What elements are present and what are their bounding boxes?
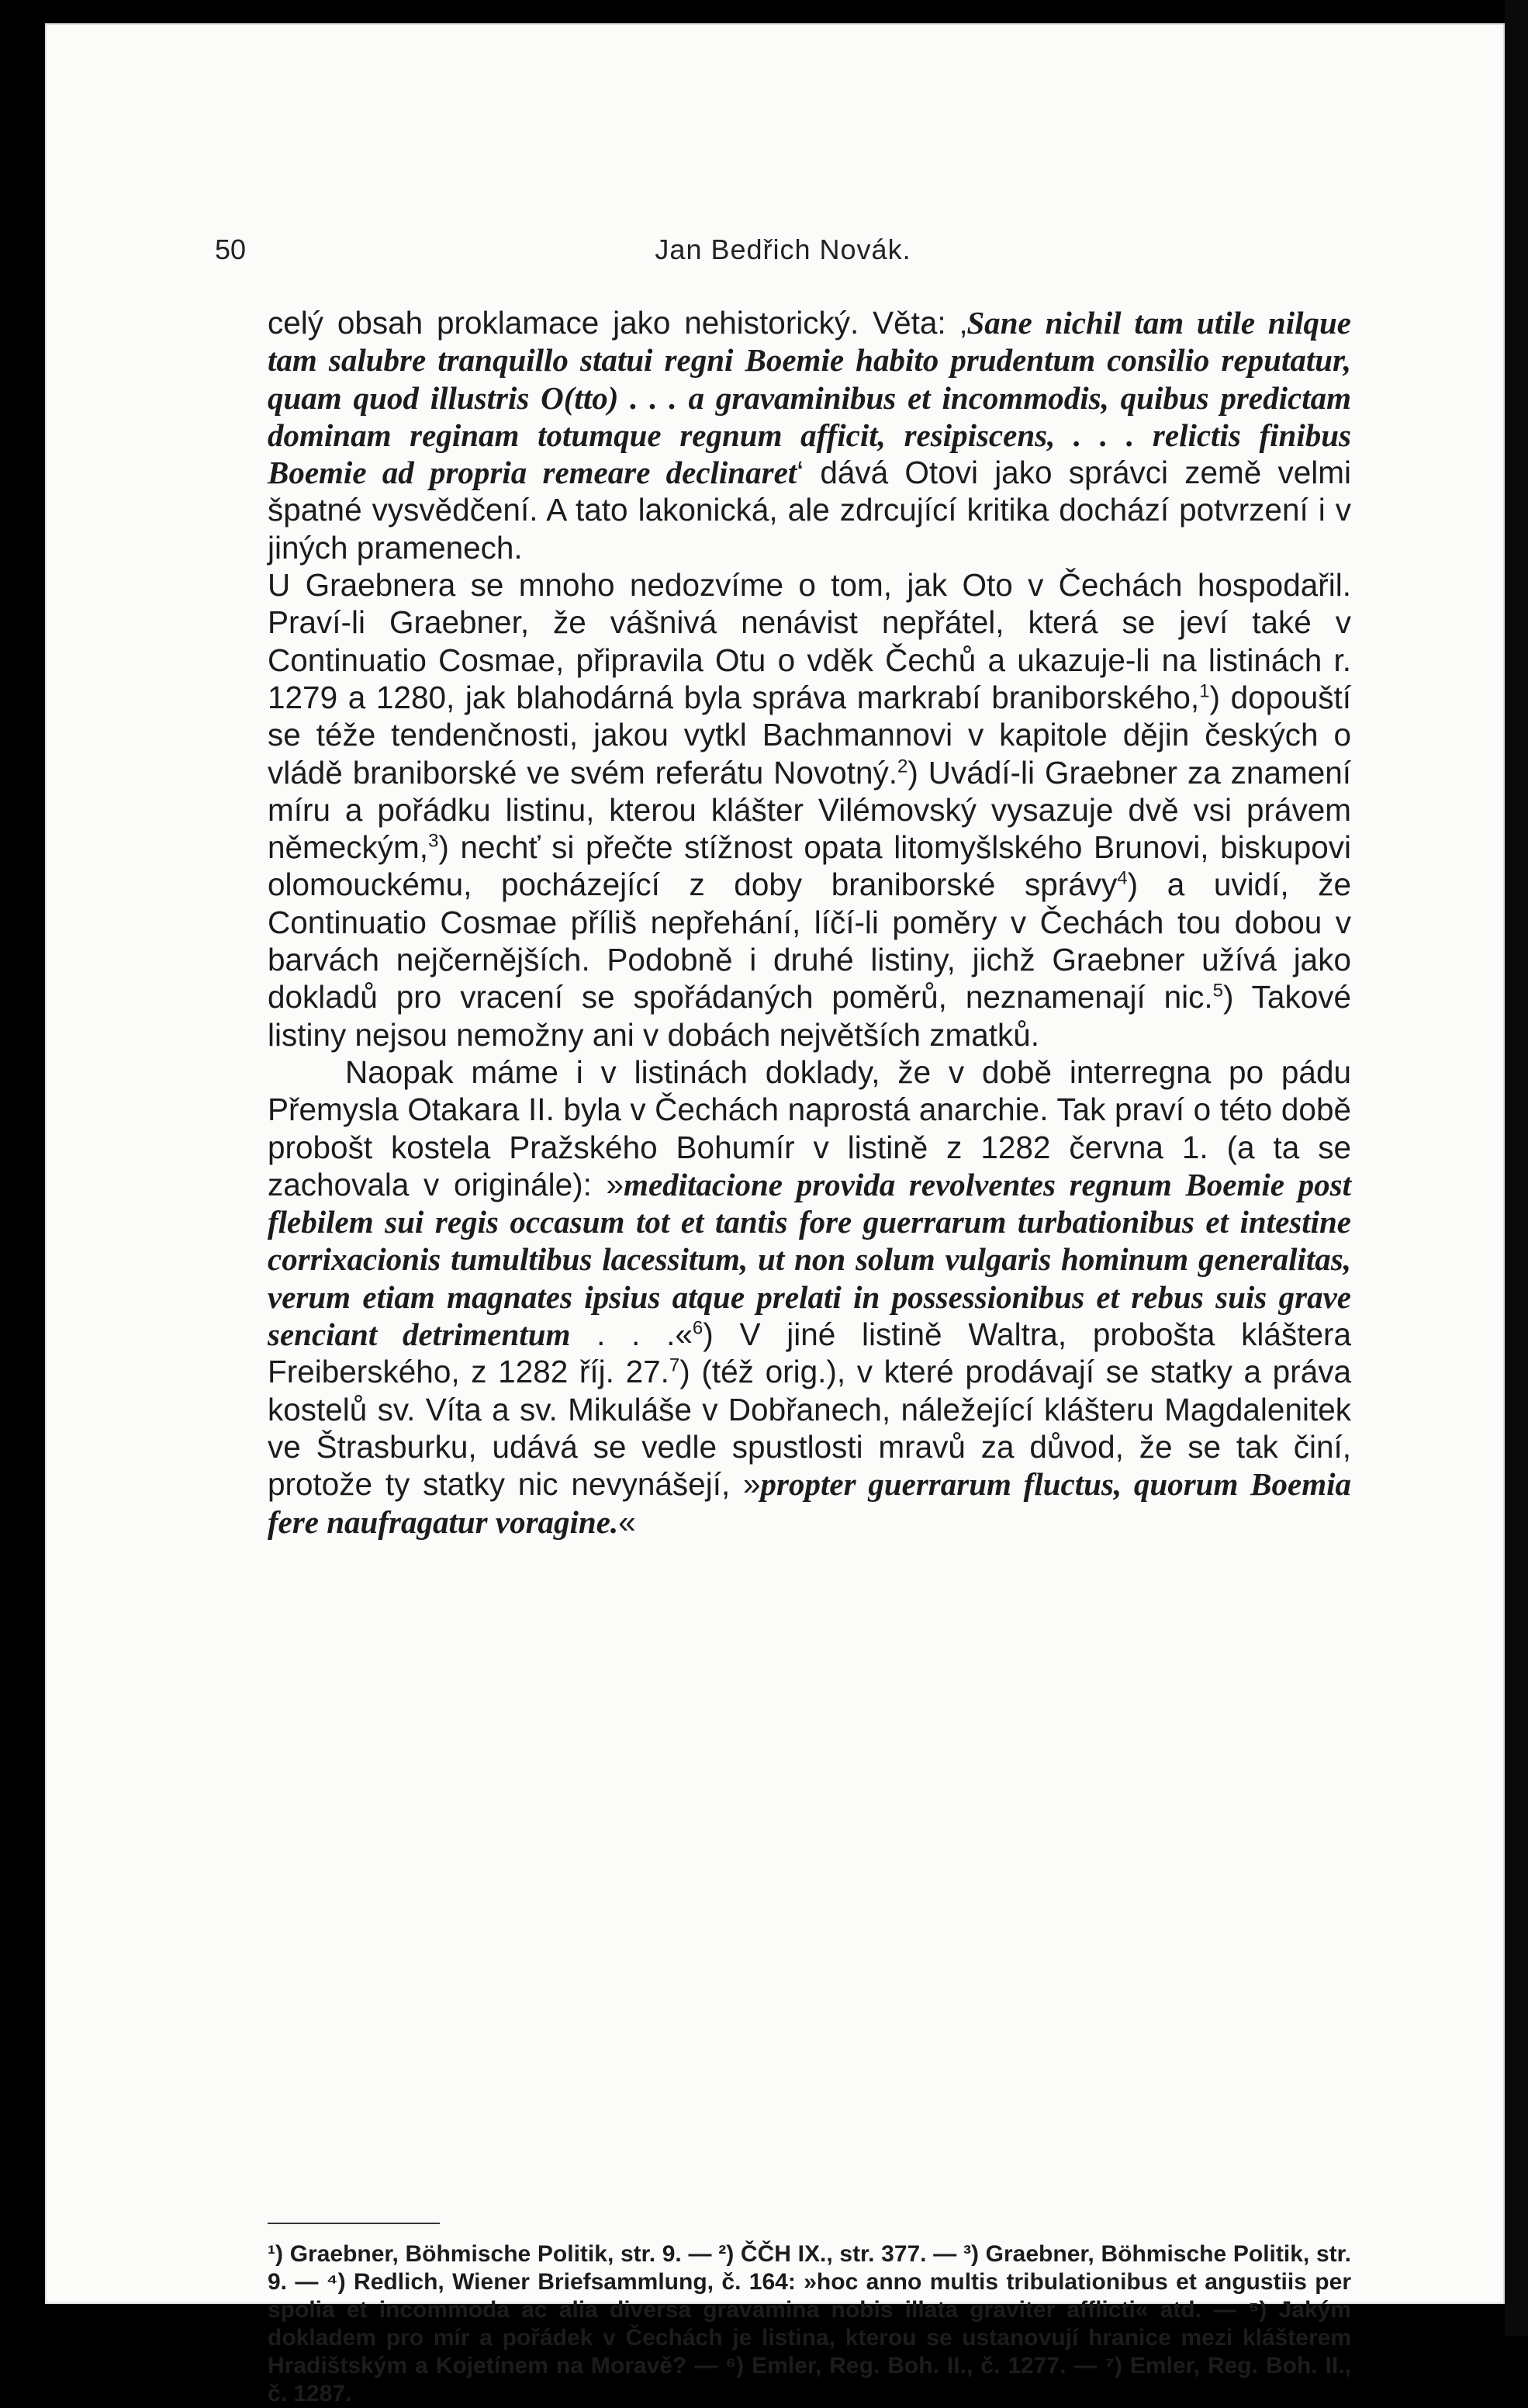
text-run: celý obsah proklamace jako nehistorický. Věta: ‚ — [268, 305, 967, 341]
running-title: Jan Bedřich Novák. — [655, 234, 911, 265]
paragraph — [268, 304, 1351, 566]
footnotes — [268, 2240, 1351, 2408]
paragraph — [268, 566, 1351, 1054]
text-run: ) a uvidí, že Continuatio Cosmae příliš nepřehání, líčí-li poměry v Čechách tou dobou v barvách nejčernějších. Podobně i druhé listiny, jichž Graebner užívá jako dokladů pro vracení se spořádaných poměrů, neznamenají nic. — [268, 867, 1352, 1015]
text-run: ) V jiné listině Waltra, probošta kláštera Freiberského, z 1282 říj. 27. — [268, 1316, 1351, 1390]
page-number: 50 — [215, 234, 247, 265]
text-run: Naopak máme i v listinách doklady, že v době interregna po pádu Přemysla Otakara II. byla v Čechách naprostá anarchie. Tak praví o této době probošt kostela Pražského Bohumír v listině z 1282 června 1. (a ta se zachovala v originále): » — [268, 1054, 1351, 1202]
paragraph — [268, 1054, 1351, 1541]
footnote-ref: 5 — [1212, 980, 1224, 1002]
footnote-ref: 7 — [669, 1354, 680, 1376]
body-text — [268, 304, 1351, 1541]
text-run: « — [618, 1503, 636, 1540]
text-run: ‘ dává Otovi jako správci země velmi špatné vysvědčení. A tato lakonická, ale zdrcující kritika dochází potvrzení i v jiných pramenech. — [268, 455, 1351, 566]
running-header — [215, 229, 1351, 272]
latin-quote: propter guerrarum fluctus, quorum Boemia fere naufragatur voragine. — [268, 1466, 1351, 1540]
text-run: ) dopouští se téže tendenčnosti, jakou vytkl Bachmannovi v kapitole dějin českých o vládě braniborské ve svém referátu Novotný. — [268, 679, 1351, 791]
footnote-separator — [268, 2223, 440, 2224]
footnote-ref: 3 — [428, 830, 439, 852]
footnote-ref: 6 — [692, 1317, 704, 1339]
footnote-ref: 2 — [897, 756, 908, 777]
latin-quote: Sane nichil tam utile nilque tam salubre tranquillo statui regni Boemie habito prudentum consilio reputatur, quam quod illustris O(tto) . . . a gravaminibus et incommodis, quibus predictam dominam reginam totumque regnum afficit, resipiscens, . . . relictis finibus Boemie ad propria remeare declinaret — [268, 305, 1351, 491]
text-run: ) Takové listiny nejsou nemožny ani v dobách největších zmatků. — [268, 979, 1351, 1053]
footnote-ref: 1 — [1199, 680, 1210, 702]
text-run: ) (též orig.), v které prodávají se statky a práva kostelů sv. Víta a sv. Mikuláše v Dobřanech, náležející klášteru Magdalenitek ve Štrasburku, udává se vedle spustlosti mravů za důvod, že se tak činí, protože ty statky nic nevynášejí, » — [268, 1354, 1351, 1503]
text-run: . . .« — [570, 1316, 693, 1353]
footnote-text: ¹) Graebner, Böhmische Politik, str. 9. — ²) ČČH IX., str. 377. — ³) Graebner, Böhmische Politik, str. 9. — ⁴) Redlich, Wiener Briefsammlung, č. 164: »hoc anno multis tribulationibus et angustiis per spolia et incommoda ac alia diversa gravamina nobis illata graviter afflicti« atd. — ⁵) Jakým dokladem pro mír a pořádek v Čechách je listina, kterou se ustanovují hranice mezi klášterem Hradištským a Kojetínem na Moravě? — ⁶) Emler, Reg. Boh. II., č. 1277. — ⁷) Emler, Reg. Boh. II., č. 1287. — [268, 2241, 1351, 2406]
text-run: U Graebnera se mnoho nedozvíme o tom, jak Oto v Čechách hospodařil. Praví-li Graebner, že vášnivá nenávist nepřátel, která se jeví také v Continuatio Cosmae, připravila Otu o vděk Čechů a ukazuje-li na listinách r. 1279 a 1280, jak blahodárná byla správa markrabí braniborského, — [268, 567, 1351, 715]
latin-quote: meditacione provida revolventes regnum Boemie post flebilem sui regis occasum tot et tantis fore guerrarum turbationibus et intestine corrixacionis tumultibus lacessitum, ut non solum vulgaris hominum generalitas, verum etiam magnates ipsius atque prelati in possessionibus et rebus suis grave senciant detrimentum — [268, 1166, 1351, 1353]
footnote-ref: 4 — [1117, 867, 1128, 889]
text-run: ) nechť si přečte stížnost opata litomyšlského Brunovi, biskupovi olomouckému, pocházející z doby braniborské správy — [268, 829, 1351, 903]
scan-border — [1505, 0, 1528, 2336]
text-run: ) Uvádí-li Graebner za znamení míru a pořádku listinu, kterou klášter Vilémovský vysazuje dvě vsi právem německým, — [268, 754, 1352, 866]
